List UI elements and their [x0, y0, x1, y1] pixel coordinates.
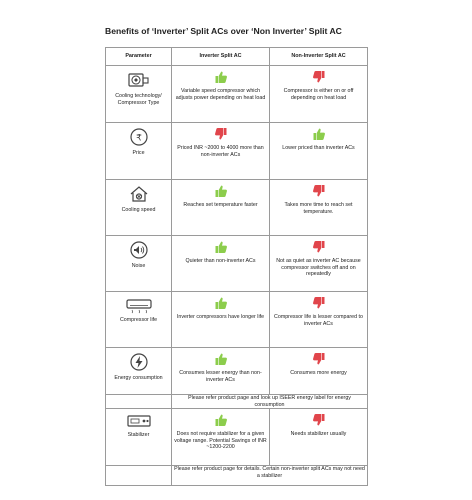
non-inverter-cell [270, 123, 368, 180]
thumbs-down-icon [312, 296, 326, 310]
table-row [106, 292, 368, 348]
param-label: Price [132, 150, 145, 156]
thumbs-up-icon [214, 240, 228, 254]
stabilizer-note: Please refer product page for details. Certain non-inverter split ACs may not need a stabilizer [172, 466, 368, 486]
non-inverter-cell [270, 409, 368, 466]
thumbs-down-icon [312, 240, 326, 254]
non-inverter-text: Consumes more energy [290, 370, 347, 376]
thumbs-up-icon [214, 70, 228, 84]
non-inverter-text: Lower priced than inverter ACs [282, 145, 355, 151]
non-inverter-cell [270, 348, 368, 395]
ac-unit-icon [124, 296, 154, 314]
param-label: Noise [131, 263, 146, 269]
param-label: Stabilizer [127, 432, 150, 439]
thumbs-down-icon [214, 127, 228, 141]
non-inverter-text: Compressor is either on or off depending on heat load [283, 88, 354, 101]
non-inverter-cell [270, 236, 368, 292]
comparison-table [105, 47, 368, 486]
non-inverter-cell [270, 66, 368, 123]
param-cell [106, 348, 172, 395]
param-cell [106, 409, 172, 466]
header-non-inverter: Non-Inverter Split AC [270, 48, 368, 66]
inverter-cell [172, 180, 270, 236]
inverter-text: Inverter compressors have longer life [176, 314, 265, 320]
inverter-cell [172, 409, 270, 466]
inverter-cell [172, 348, 270, 395]
non-inverter-text: Compressor life is lesser compared to inverter ACs [274, 314, 363, 327]
compressor-icon [127, 70, 151, 90]
param-label: Compressor life [119, 317, 158, 323]
param-label: Cooling speed [121, 207, 156, 213]
param-cell [106, 66, 172, 123]
inverter-text: Priced INR ~2000 to 4000 more than non-inverter ACs [177, 145, 264, 158]
thumbs-up-icon [214, 413, 228, 427]
header-inverter: Inverter Split AC [172, 48, 270, 66]
non-inverter-cell [270, 292, 368, 348]
energy-icon [129, 352, 149, 372]
non-inverter-cell [270, 180, 368, 236]
table-row [106, 236, 368, 292]
table-row [106, 123, 368, 180]
inverter-text: Variable speed compressor which adjusts power depending on heat load [175, 88, 266, 101]
thumbs-down-icon [312, 352, 326, 366]
param-label: Cooling technology/ Compressor Type [115, 93, 162, 106]
table-row [106, 348, 368, 395]
inverter-cell [172, 292, 270, 348]
inverter-text: Quieter than non-inverter ACs [185, 258, 256, 264]
thumbs-down-icon [312, 184, 326, 198]
param-cell [106, 292, 172, 348]
table-row [106, 409, 368, 466]
param-cell [106, 123, 172, 180]
param-cell [106, 236, 172, 292]
inverter-cell [172, 123, 270, 180]
inverter-text: Consumes lesser energy than non-inverter ACs [179, 370, 262, 383]
inverter-text: Does not require stabilizer for a given voltage range. Potential Savings of INR ~1200-2200 [174, 431, 267, 451]
inverter-cell [172, 66, 270, 123]
energy-note: Please refer product page and look up ISEER energy label for energy consumption [172, 395, 368, 409]
param-label: Energy consumption [114, 375, 163, 381]
thumbs-down-icon [312, 70, 326, 84]
table-row [106, 66, 368, 123]
header-parameter: Parameter [106, 48, 172, 66]
price-tag-icon [129, 127, 149, 147]
non-inverter-text: Needs stabilizer usually [290, 431, 347, 438]
page-title: Benefits of ‘Inverter’ Split ACs over ‘Non Inverter’ Split AC [105, 26, 342, 36]
non-inverter-text: Takes more time to reach set temperature. [284, 202, 353, 215]
thumbs-down-icon [312, 413, 326, 427]
table-header-row [106, 48, 368, 66]
noise-icon [129, 240, 149, 260]
thumbs-up-icon [214, 296, 228, 310]
house-cooling-icon [129, 184, 149, 204]
inverter-text: Reaches set temperature faster [183, 202, 258, 208]
note-row [106, 466, 368, 486]
svg-text:₹: ₹ [135, 133, 142, 144]
thumbs-up-icon [312, 127, 326, 141]
note-row [106, 395, 368, 409]
param-cell [106, 180, 172, 236]
inverter-cell [172, 236, 270, 292]
thumbs-up-icon [214, 184, 228, 198]
non-inverter-text: Not as quiet as inverter AC because compressor switches off and on repeatedly [276, 258, 361, 278]
note-empty-cell [106, 466, 172, 486]
note-empty-cell [106, 395, 172, 409]
table-row [106, 180, 368, 236]
stabilizer-icon [125, 413, 153, 429]
thumbs-up-icon [214, 352, 228, 366]
